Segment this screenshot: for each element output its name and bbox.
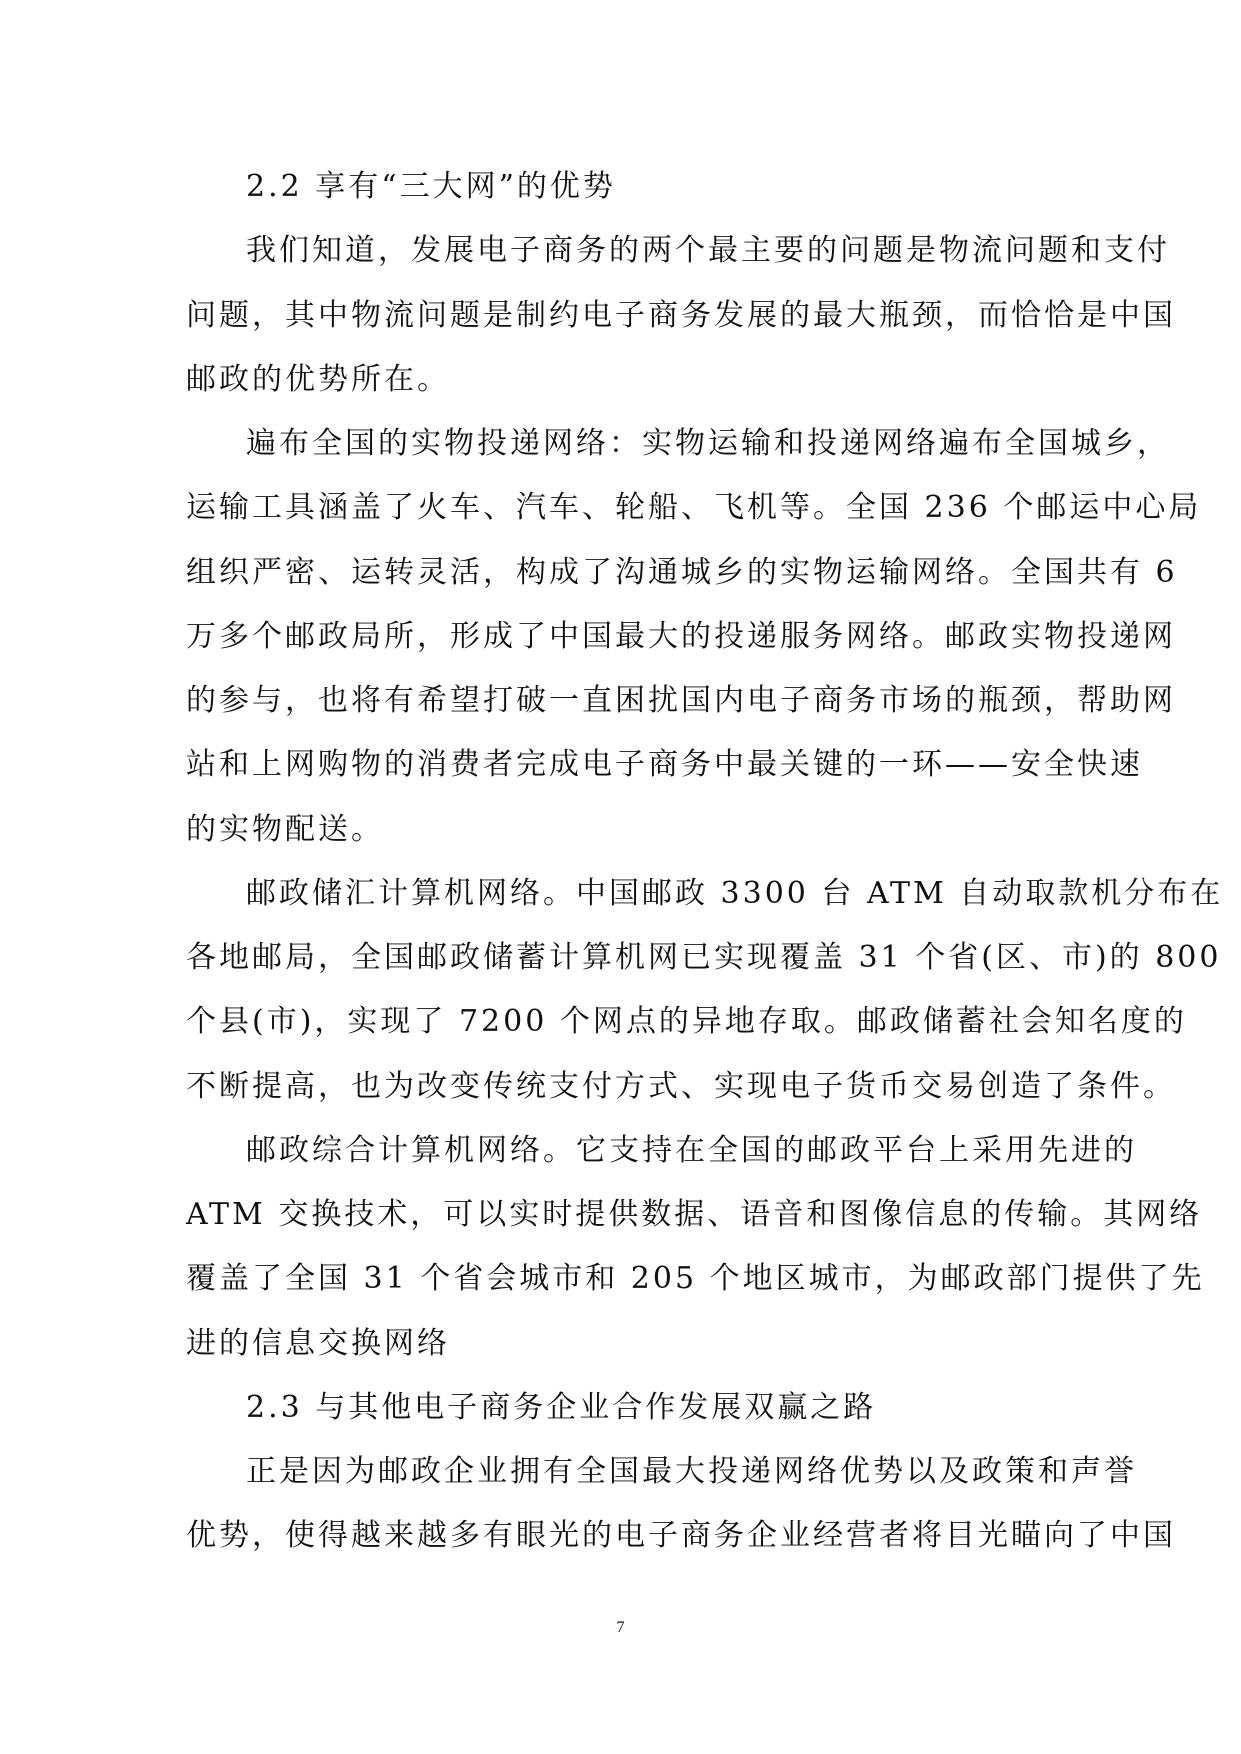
paragraph-line: 正是因为邮政企业拥有全国最大投递网络优势以及政策和声誉 [246,1454,1137,1489]
paragraph-line: 的参与，也将有希望打破一直困扰国内电子商务市场的瓶颈，帮助网 [186,683,1176,718]
paragraph-line: 站和上网购物的消费者完成电子商务中最关键的一环——安全快速 [186,747,1143,783]
paragraph-line: 遍布全国的实物投递网络：实物运输和投递网络遍布全国城乡， [246,426,1170,461]
section-heading-2-3: 2.3 与其他电子商务企业合作发展双赢之路 [246,1389,877,1425]
section-heading-2-2: 2.2 享有“三大网”的优势 [246,169,616,204]
paragraph-line: 组织严密、运转灵活，构成了沟通城乡的实物运输网络。全国共有 6 [186,554,1178,590]
paragraph-line: 邮政储汇计算机网络。中国邮政 3300 台 ATM 自动取款机分布在 [246,875,1224,911]
page-number: 7 [616,1619,625,1636]
paragraph-line: 进的信息交换网络 [186,1325,450,1361]
paragraph-line: 各地邮局，全国邮政储蓄计算机网已实现覆盖 31 个省(区、市)的 800 [186,940,1222,975]
paragraph-line: 我们知道，发展电子商务的两个最主要的问题是物流问题和支付 [246,233,1170,269]
paragraph-line: 邮政综合计算机网络。它支持在全国的邮政平台上采用先进的 [246,1132,1137,1168]
paragraph-line: 覆盖了全国 31 个省会城市和 205 个地区城市，为邮政部门提供了先 [186,1261,1205,1297]
paragraph-line: ATM 交换技术，可以实时提供数据、语音和图像信息的传输。其网络 [186,1197,1203,1232]
paragraph-line: 不断提高，也为改变传统支付方式、实现电子货币交易创造了条件。 [186,1068,1176,1104]
paragraph-line: 个县(市)，实现了 7200 个网点的异地存取。邮政储蓄社会知名度的 [186,1004,1187,1040]
paragraph-line: 运输工具涵盖了火车、汽车、轮船、飞机等。全国 236 个邮运中心局 [186,490,1202,526]
paragraph-line: 邮政的优势所在。 [186,361,450,397]
paragraph-line: 问题，其中物流问题是制约电子商务发展的最大瓶颈，而恰恰是中国 [186,297,1176,333]
document-body [186,155,1224,1569]
paragraph-line: 万多个邮政局所，形成了中国最大的投递服务网络。邮政实物投递网 [186,618,1176,654]
paragraph-line: 的实物配送。 [186,811,384,847]
paragraph-line: 优势，使得越来越多有眼光的电子商务企业经营者将目光瞄向了中国 [186,1518,1176,1554]
